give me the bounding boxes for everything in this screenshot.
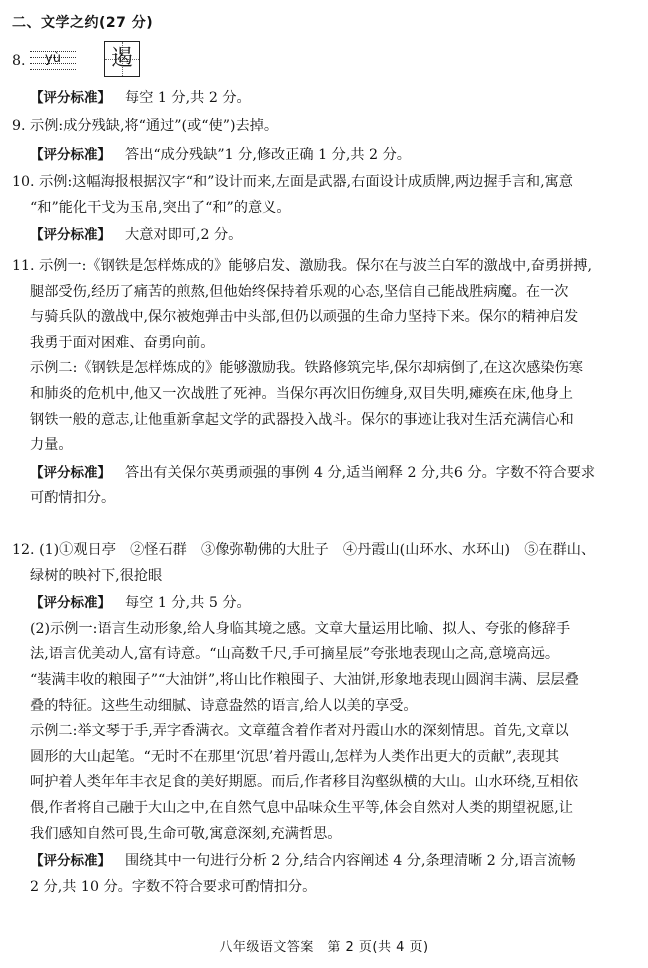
question-12 [0, 538, 648, 900]
question-11 [0, 254, 648, 512]
question-8-number: 8. [12, 53, 26, 69]
question-9 [0, 114, 648, 168]
score-text: 围绕其中一句进行分析 2 分,结合内容阐述 4 分,条理清晰 2 分,语言流畅 [125, 853, 576, 870]
score-text: 答出“成分残缺”1 分,修改正确 1 分,共 2 分。 [125, 146, 411, 163]
question-11-line: 11. 示例一:《钢铁是怎样炼成的》能够启发、激励我。保尔在与波兰白军的激战中,奋勇拼搏, [12, 258, 593, 274]
character-answer: 遏 [110, 46, 133, 71]
score-label: 【评分标准】 [30, 464, 111, 481]
score-label: 【评分标准】 [30, 595, 111, 612]
score-text: 每空 1 分,共 5 分。 [125, 595, 251, 612]
score-text: 答出有关保尔英勇顽强的事例 4 分,适当阐释 2 分,共6 分。字数不符合要求 [125, 464, 596, 481]
question-12-line: 叠的特征。这些生动细腻、诗意盎然的语言,给人以美的享受。 [30, 697, 418, 714]
pinyin-answer: yù [45, 51, 61, 66]
page-footer: 八年级语文答案 第 2 页(共 4 页) [219, 940, 429, 955]
score-label: 【评分标准】 [30, 853, 111, 870]
question-10-line: “和”能化干戈为玉帛,突出了“和”的意义。 [30, 199, 291, 216]
question-10 [0, 170, 648, 249]
score-text: 2 分,共 10 分。字数不符合要求可酌情扣分。 [30, 878, 317, 895]
question-12-line: 示例二:举文琴于手,弄字香满衣。文章蕴含着作者对丹霞山水的深刻情思。首先,文章以 [30, 723, 569, 740]
question-12-line: 偎,作者将自己融于大山之中,在自然气息中品味众生平等,体会自然对人类的期望祝愿,让 [30, 799, 573, 816]
score-text: 每空 1 分,共 2 分。 [125, 90, 251, 106]
character-grid [104, 41, 140, 77]
section-title: 二、文学之约(27 分) [12, 15, 154, 31]
question-11-line: 与骑兵队的激战中,保尔被炮弹击中头部,但仍以顽强的生命力坚持下来。保尔的精神启发 [30, 309, 579, 326]
score-label: 【评分标准】 [30, 90, 111, 106]
score-text: 可酌情扣分。 [30, 490, 116, 507]
score-label: 【评分标准】 [30, 146, 111, 163]
question-12-line: 法,语言优美动人,富有诗意。“山高数千尺,手可摘星辰”夸张地表现山之高,意境高远。 [30, 646, 560, 663]
question-11-line: 钢铁一般的意志,让他重新拿起文学的武器投入战斗。保尔的事迹让我对生活充满信心和 [30, 411, 574, 428]
question-11-line: 我勇于面对困难、奋勇向前。 [30, 334, 215, 351]
question-11-line: 力量。 [30, 437, 73, 454]
question-9-text: 9. 示例:成分残缺,将“通过”(或“使”)去掉。 [12, 118, 279, 134]
question-11-line: 和肺炎的危机中,他又一次战胜了死神。当保尔再次旧伤缠身,双目失明,瘫痪在床,他身上 [30, 385, 573, 402]
question-11-line: 腿部受伤,经历了痛苦的煎熬,但他始终保持着乐观的心态,坚信自己能战胜病魔。在一次 [30, 283, 569, 300]
pinyin-grid [30, 47, 76, 75]
question-12-line: 我们感知自然可畏,生命可敬,寓意深刻,充满哲思。 [30, 825, 342, 842]
question-12-line: 呵护着人类年年丰衣足食的美好期愿。而后,作者移目沟壑纵横的大山。山水环绕,互相依 [30, 774, 579, 791]
question-12-line: 绿树的映衬下,很抢眼 [30, 567, 163, 584]
question-12-line: 圆形的大山起笔。“无时不在那里‘沉思’着丹霞山,怎样为人类作出更大的贡献”,表现其 [30, 748, 560, 765]
question-12-line: “装满丰收的粮囤子”“大油饼”,将山比作粮囤子、大油饼,形象地表现山圆润丰满、层层叠 [30, 671, 579, 688]
question-11-line: 示例二:《钢铁是怎样炼成的》能够激励我。铁路修筑完毕,保尔却病倒了,在这次感染伤寒 [30, 360, 583, 377]
question-10-line: 10. 示例:这幅海报根据汉字“和”设计而来,左面是武器,右面设计成质牌,两边握手言和,寓意 [12, 174, 573, 190]
question-8-score [0, 86, 648, 112]
score-label: 【评分标准】 [30, 227, 111, 244]
question-12-line: (2)示例一:语言生动形象,给人身临其境之感。文章大量运用比喻、拟人、夸张的修辞手 [30, 620, 571, 637]
score-text: 大意对即可,2 分。 [125, 227, 243, 244]
question-12-line: 12. (1)①观日亭 ②怪石群 ③像弥勒佛的大肚子 ④丹霞山(山环水、水环山) ⑤在群山、 [12, 542, 596, 558]
